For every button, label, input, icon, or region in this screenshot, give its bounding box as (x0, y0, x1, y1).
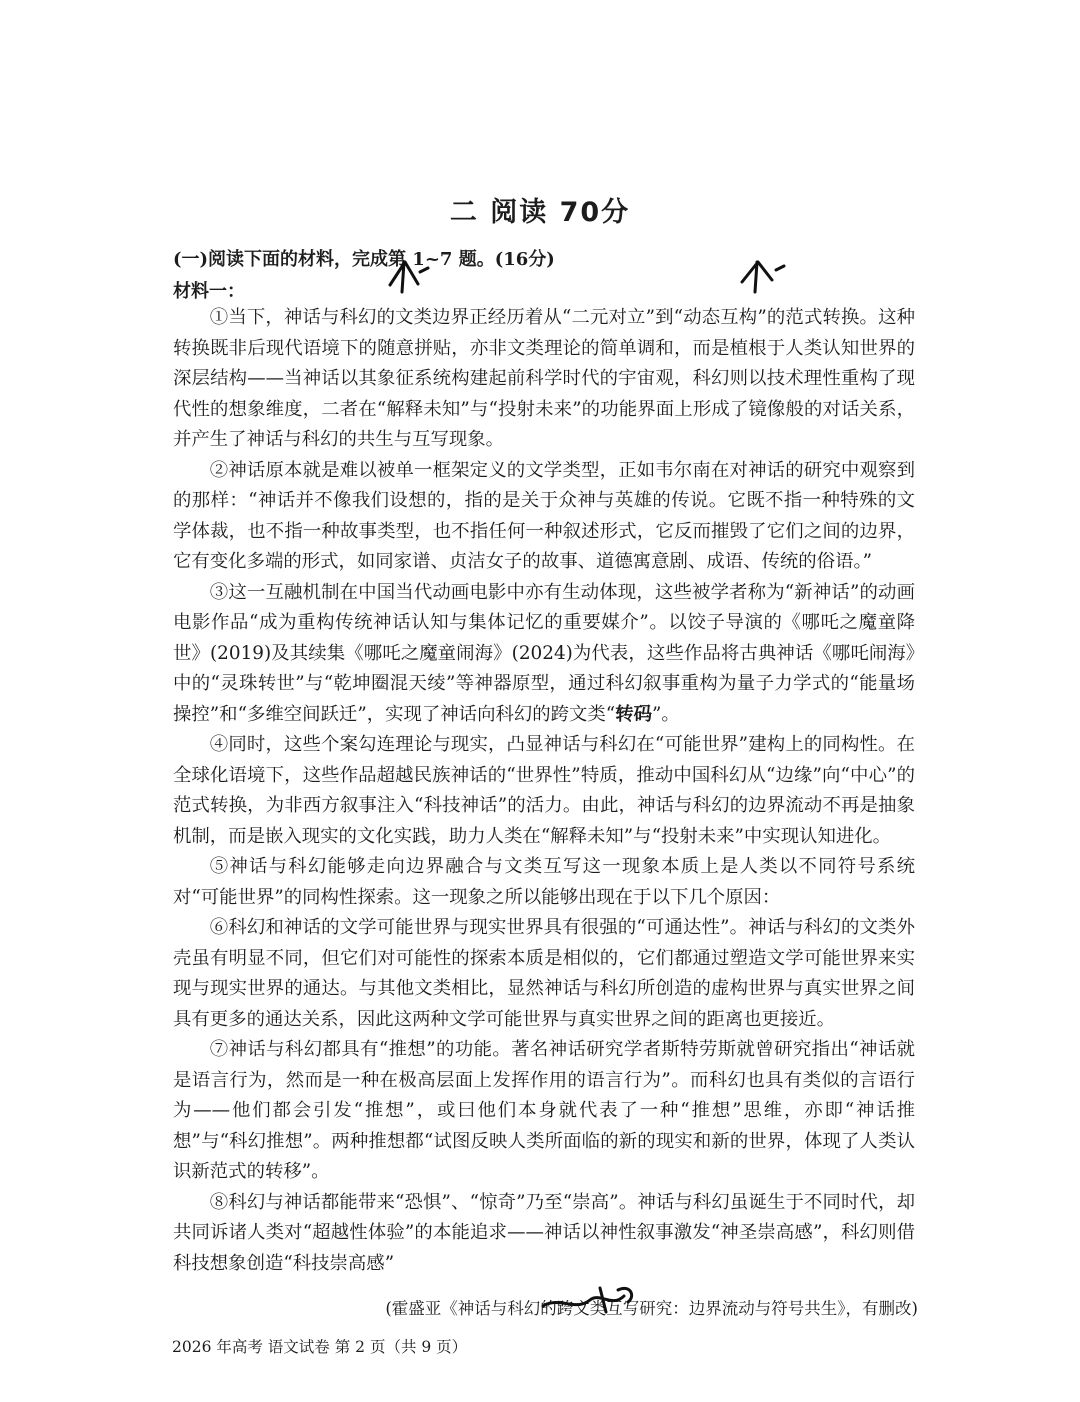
passage-body (173, 303, 915, 1279)
paragraph-5: ⑤神话与科幻能够走向边界融合与文类互写这一现象本质上是人类以不同符号系统对“可能世界”的同构性探索。这一现象之所以能够出现在于以下几个原因： (173, 856, 915, 908)
bold-term: 转码 (615, 703, 652, 725)
paragraph-6: ⑥科幻和神话的文学可能世界与现实世界具有很强的“可通达性”。神话与科幻的文类外壳虽有明显不同，但它们对可能性的探索本质是相似的，它们都通过塑造文学可能世界来实现与现实世界的通达。与其他文类相比，显然神话与科幻所创造的虚构世界与真实世界之间具有更多的通达关系，因此这两种文学可能世界与真实世界之间的距离也更接近。 (173, 917, 915, 1030)
section-title: 二 阅读 70分 (449, 197, 631, 228)
question-intro: (一)阅读下面的材料，完成第 1~7 题。(16分) (173, 249, 555, 270)
paragraph-2: ②神话原本就是难以被单一框架定义的文学类型，正如韦尔南在对神话的研究中观察到的那样：“神话并不像我们设想的，指的是关于众神与英雄的传说。它既不指一种特殊的文学体裁，也不指一种故事类型，也不指任何一种叙述形式，它反而摧毁了它们之间的边界，它有变化多端的形式，如同家谱、贞洁女子的故事、道德寓意剧、成语、传统的俗语。” (173, 459, 915, 572)
paragraph-1: ①当下，神话与科幻的文类边界正经历着从“二元对立”到“动态互构”的范式转换。这种转换既非后现代语境下的随意拼贴，亦非文类理论的简单调和，而是植根于人类认知世界的深层结构——当神话以其象征系统构建起前科学时代的宇宙观，科幻则以技术理性重构了现代性的想象维度，二者在“解释未知”与“投射未来”的功能界面上形成了镜像般的对话关系，并产生了神话与科幻的共生与互写现象。 (173, 307, 915, 450)
paragraph-3-end: ”。 (652, 703, 680, 725)
paragraph-3-text: ③这一互融机制在中国当代动画电影中亦有生动体现，这些被学者称为“新神话”的动画电影作品“成为重构传统神话认知与集体记忆的重要媒介”。以饺子导演的《哪吒之魔童降世》(2019)及其续集《哪吒之魔童闹海》(2024)为代表，这些作品将古典神话《哪吒闹海》中的“灵珠转世”与“乾坤圈混天绫”等神器原型，通过科幻叙事重构为量子力学式的“能量场操控”和“多维空间跃迁”，实现了神话向科幻的跨文类“ (173, 581, 915, 725)
paragraph-4: ④同时，这些个案勾连理论与现实，凸显神话与科幻在“可能世界”建构上的同构性。在全球化语境下，这些作品超越民族神话的“世界性”特质，推动中国科幻从“边缘”向“中心”的范式转换，为非西方叙事注入“科技神话”的活力。由此，神话与科幻的边界流动不再是抽象机制，而是嵌入现实的文化实践，助力人类在“解释未知”与“投射未来”中实现认知进化。 (173, 734, 915, 847)
material-label: 材料一： (173, 281, 245, 302)
page-footer: 2026 年高考 语文试卷 第 2 页（共 9 页） (172, 1338, 468, 1356)
paragraph-8: ⑧科幻与神话都能带来“恐惧”、“惊奇”乃至“崇高”。神话与科幻虽诞生于不同时代，却共同诉诸人类对“超越性体验”的本能追求——神话以神性叙事激发“神圣崇高感”，科幻则借科技想象创造“科技崇高感” (173, 1191, 915, 1274)
source-citation: (霍盛亚《神话与科幻的跨文类互写研究：边界流动与符号共生》，有删改) (385, 1299, 918, 1318)
paragraph-7: ⑦神话与科幻都具有“推想”的功能。著名神话研究学者斯特劳斯就曾研究指出“神话就是语言行为，然而是一种在极高层面上发挥作用的语言行为”。而科幻也具有类似的言语行为——他们都会引发“推想”，或曰他们本身就代表了一种“推想”思维，亦即“神话推想”与“科幻推想”。两种推想都“试图反映人类所面临的新的现实和新的世界，体现了人类认识新范式的转移”。 (173, 1039, 915, 1182)
paragraph-3 (173, 578, 915, 731)
scribble-mark-2 (742, 262, 784, 292)
